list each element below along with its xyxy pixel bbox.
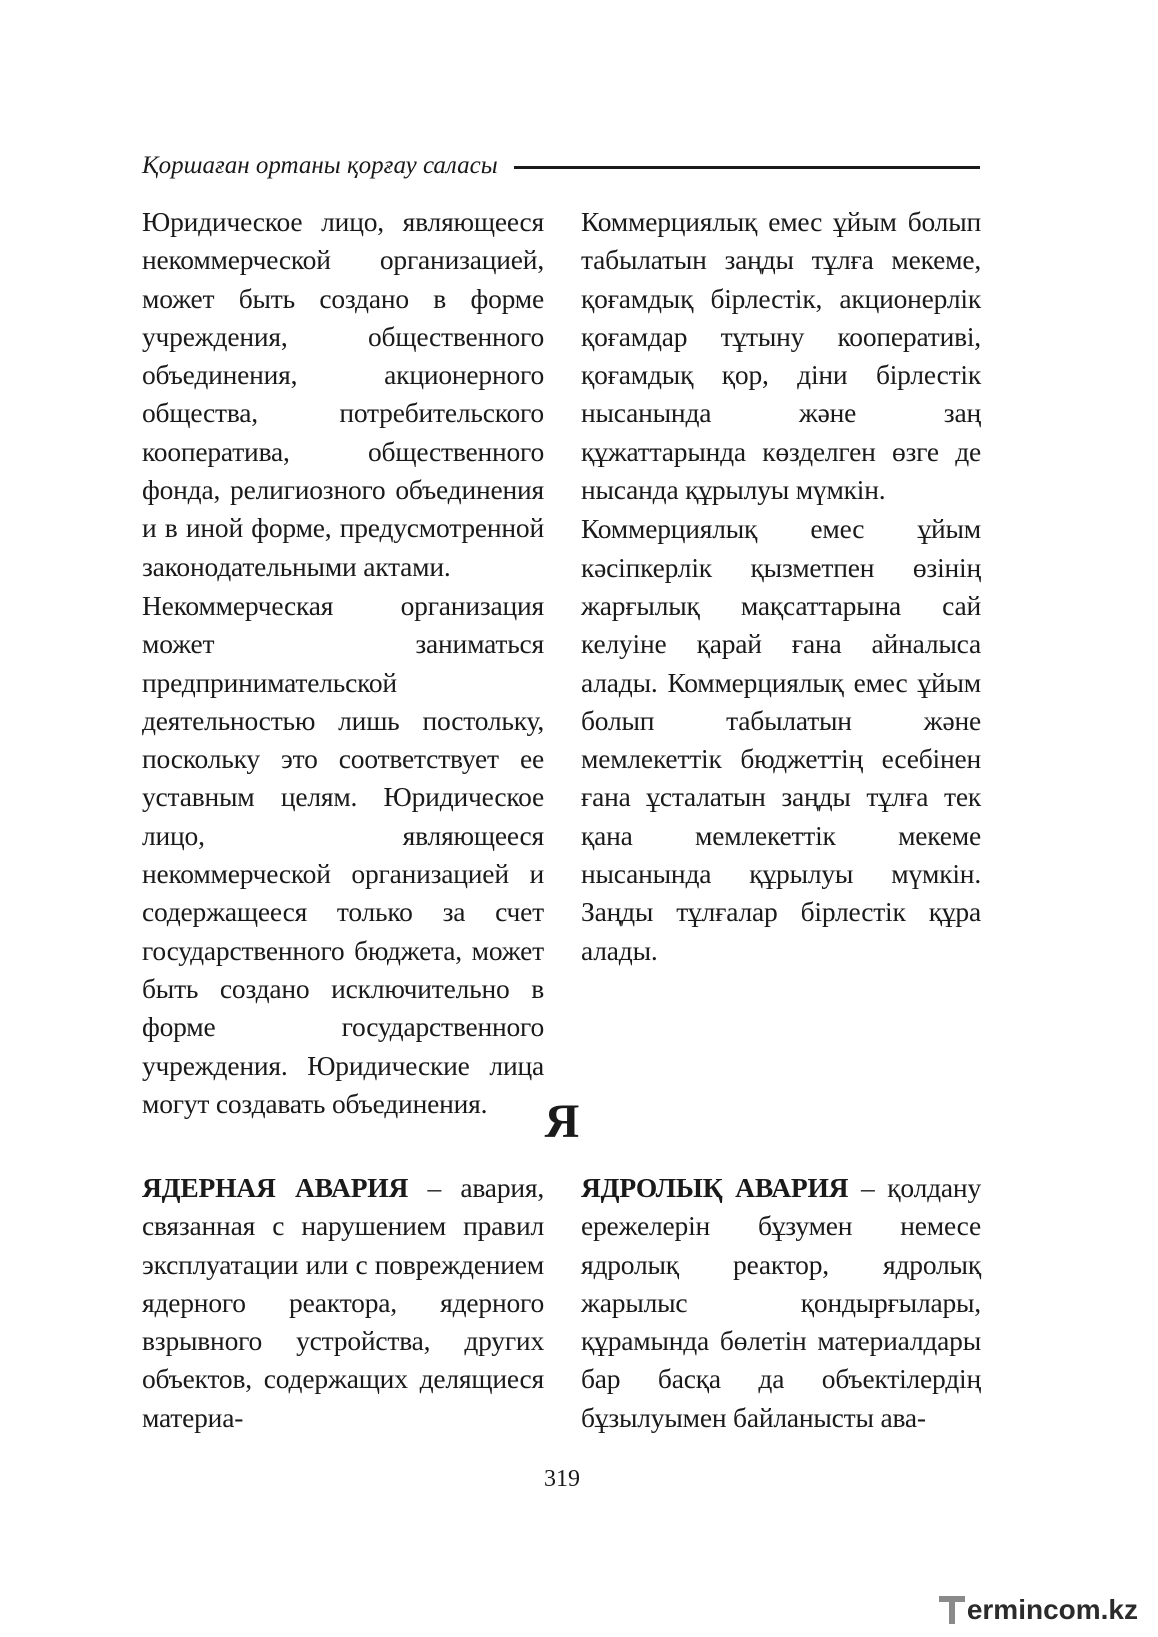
kazakh-column-top (581, 203, 981, 970)
paragraph: Юридическое лицо, являющееся некоммерческой организацией, может быть создано в форме учреждения, общественного объединения, акционерного общества, потребительского кооператива, общественного фонда, религиозного объединения и в иной форме, предусмотренной законодательными актами. (142, 206, 544, 582)
header-title: Қоршаған ортаны қорғау саласы (142, 152, 498, 179)
entry-term: ЯДРОЛЫҚ АВАРИЯ (581, 1172, 849, 1203)
watermark-text: ermincom.kz (966, 1594, 1138, 1625)
entry-definition: – авария, связанная с нарушением правил эксплуатации или с повреждением ядерного реактора, ядерного взрывного устройства, других объектов, содержащих делящиеся материа- (142, 1172, 545, 1433)
entry-definition: – қолдану ережелерін бұзумен немесе ядролық реактор, ядролық жарылыс қондырғылары, құрамында бөлетін материалдары бар басқа да объектілердің бұзылуымен байланысты ава- (581, 1172, 982, 1433)
entry-paragraph (142, 1169, 544, 1437)
russian-column-top (142, 203, 544, 1123)
paragraph: Некоммерческая организация может заниматься предпринимательской деятельностью лишь постольку, поскольку это соответствует ее уставным целям. Юридическое лицо, являющееся некоммерческой организацией и содержащееся только за счет государственного бюджета, может быть создано исключительно в форме государственного учреждения. Юридические лица могут создавать объединения. (142, 589, 544, 1119)
paragraph: Коммерциялық емес ұйым кәсіпкерлік қызметпен өзінің жарғылық мақсаттарына сай келуіне қарай ғана айналыса алады. Коммерциялық емес ұйым болып табылатын және мемлекеттік бюджеттің есебінен ғана ұсталатын заңды тұлға тек қана мемлекеттік мекеме нысанында құрылуы мүмкін. Заңды тұлғалар бірлестік құра алады. (581, 513, 981, 966)
header-rule (514, 166, 980, 169)
watermark (939, 1588, 1138, 1632)
entry-paragraph (581, 1169, 981, 1437)
russian-entry (142, 1169, 544, 1437)
page-number: 319 (544, 1466, 580, 1492)
entry-term: ЯДЕРНАЯ АВАРИЯ (142, 1172, 409, 1203)
section-letter: Я (544, 1095, 580, 1148)
kazakh-entry (581, 1169, 981, 1437)
running-header (142, 148, 980, 184)
t-logo-icon (939, 1594, 965, 1626)
paragraph: Коммерциялық емес ұйым болып табылатын заңды тұлға мекеме, қоғамдық бірлестік, акционерлік қоғамдар тұтыну кооперативі, қоғамдық қор, діни бірлестік нысанында және заң құжаттарында көзделген өзге де нысанда құрылуы мүмкін. (581, 206, 981, 506)
